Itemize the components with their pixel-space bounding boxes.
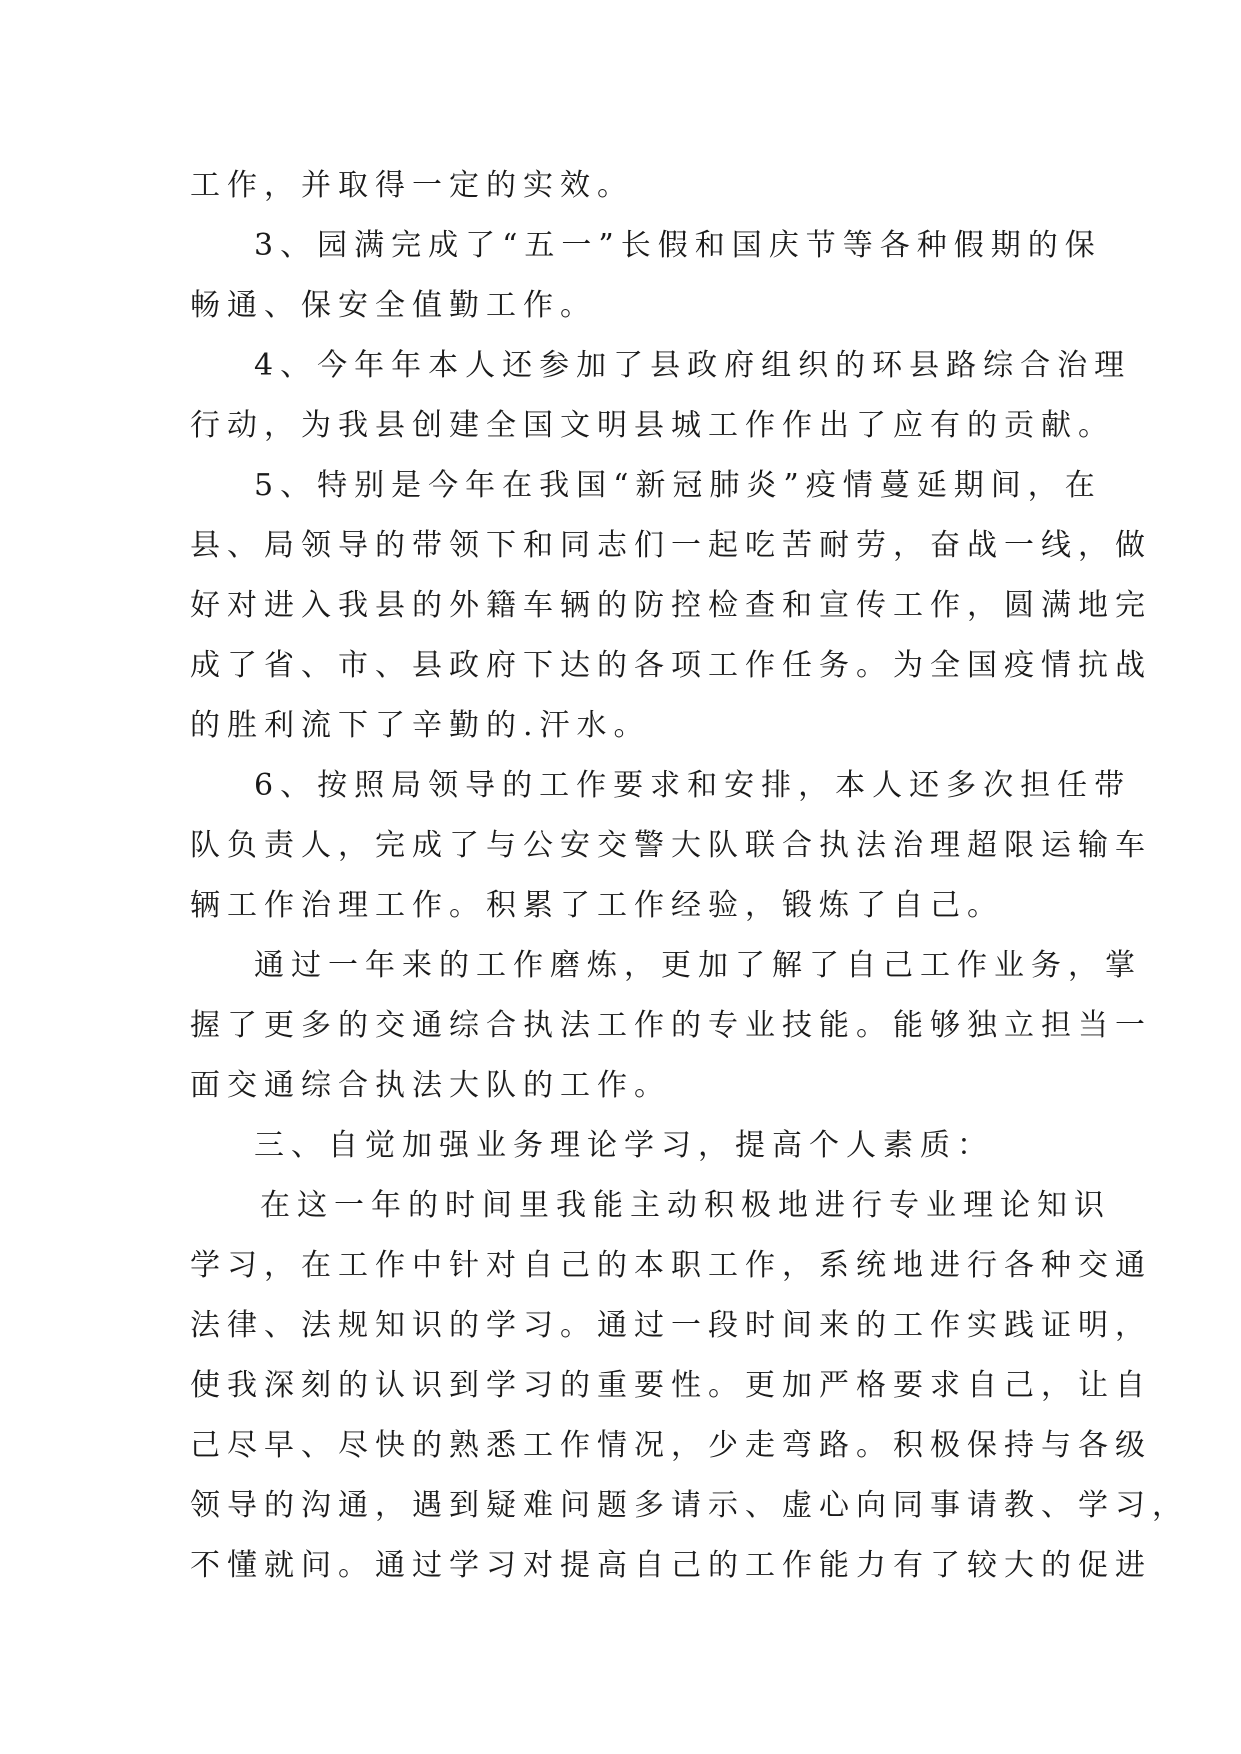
text-line: 4、今年年本人还参加了县政府组织的环县路综合治理 xyxy=(254,348,1132,383)
text-line: 领导的沟通，遇到疑难问题多请示、虚心向同事请教、学习， xyxy=(190,1488,1189,1523)
text-line: 法律、法规知识的学习。通过一段时间来的工作实践证明， xyxy=(190,1308,1152,1343)
text-line: 的胜利流下了辛勤的.汗水。 xyxy=(190,708,651,743)
text-line: 握了更多的交通综合执法工作的专业技能。能够独立担当一 xyxy=(190,1008,1152,1043)
text-line: 使我深刻的认识到学习的重要性。更加严格要求自己，让自 xyxy=(190,1368,1152,1403)
text-line: 6、按照局领导的工作要求和安排，本人还多次担任带 xyxy=(254,768,1132,803)
text-line: 成了省、市、县政府下达的各项工作任务。为全国疫情抗战 xyxy=(190,648,1152,683)
text-line: 己尽早、尽快的熟悉工作情况，少走弯路。积极保持与各级 xyxy=(190,1428,1152,1463)
text-line: 畅通、保安全值勤工作。 xyxy=(190,288,597,323)
text-line: 好对进入我县的外籍车辆的防控检查和宣传工作，圆满地完 xyxy=(190,588,1152,623)
text-line: 5、特别是今年在我国“新冠肺炎”疫情蔓延期间，在 xyxy=(254,468,1102,503)
text-line: 县、局领导的带领下和同志们一起吃苦耐劳，奋战一线，做 xyxy=(190,528,1152,563)
text-line: 工作，并取得一定的实效。 xyxy=(190,168,634,203)
text-line: 3、园满完成了“五一”长假和国庆节等各种假期的保 xyxy=(254,228,1102,263)
text-line: 面交通综合执法大队的工作。 xyxy=(190,1068,671,1103)
text-line: 不懂就问。通过学习对提高自己的工作能力有了较大的促进 xyxy=(190,1548,1152,1583)
document-body xyxy=(190,156,1189,1596)
section-heading: 三、自觉加强业务理论学习，提高个人素质： xyxy=(254,1128,994,1163)
text-line: 行动，为我县创建全国文明县城工作作出了应有的贡献。 xyxy=(190,408,1115,443)
text-line: 队负责人，完成了与公安交警大队联合执法治理超限运输车 xyxy=(190,828,1152,863)
text-line: 通过一年来的工作磨炼，更加了解了自己工作业务，掌 xyxy=(254,948,1142,983)
text-line: 学习，在工作中针对自己的本职工作，系统地进行各种交通 xyxy=(190,1248,1152,1283)
text-line: 辆工作治理工作。积累了工作经验，锻炼了自己。 xyxy=(190,888,1004,923)
text-line: 在这一年的时间里我能主动积极地进行专业理论知识 xyxy=(260,1188,1111,1223)
